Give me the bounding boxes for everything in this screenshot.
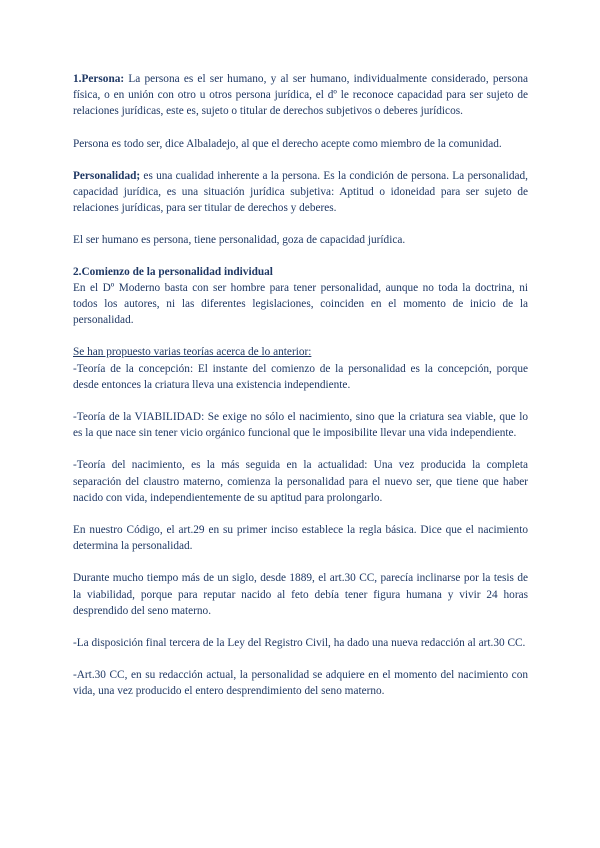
theory-nacimiento: -Teoría del nacimiento, es la más seguida en la actualidad: Una vez producida la completa separación del claustro materno, comienza la personalidad para el nuevo ser, que tiene que haber nacido con vida, independientemente de su aptitud para prolongarlo. xyxy=(73,459,528,504)
paragraph-art30: -Art.30 CC, en su redacción actual, la personalidad se adquiere en el momento del nacimiento con vida, una vez producido el entero desprendimiento del seno materno. xyxy=(73,669,528,698)
section-heading-comienzo xyxy=(73,264,528,280)
paragraph-durante: Durante mucho tiempo más de un siglo, desde 1889, el art.30 CC, parecía inclinarse por la tesis de la viabilidad, porque para reputar nacido al feto debía tener figura humana y vivir 24 horas desprendido del seno materno. xyxy=(73,572,528,617)
text-personalidad: es una cualidad inherente a la persona. Es la condición de persona. La personalidad, capacidad jurídica, es una situación jurídica subjetiva: Aptitud o idoneidad para ser sujeto de relaciones jurídicas, para ser titular de derechos y deberes. xyxy=(73,169,528,215)
heading-persona: 1.Persona: xyxy=(73,73,125,85)
paragraph-persona xyxy=(73,71,528,120)
theory-viabilidad: -Teoría de la VIABILIDAD: Se exige no sólo el nacimiento, sino que la criatura sea viable, que lo es la que nace sin tener vicio orgánico funcional que le imposibilite llevar una vida independiente. xyxy=(73,411,528,440)
paragraph-disposicion: -La disposición final tercera de la Ley del Registro Civil, ha dado una nueva redacción al art.30 CC. xyxy=(73,637,526,650)
paragraph-albaladejo: Persona es todo ser, dice Albaladejo, al que el derecho acepte como miembro de la comunidad. xyxy=(73,137,502,150)
paragraph-comienzo: En el Dº Moderno basta con ser hombre para tener personalidad, aunque no toda la doctrina, ni todos los autores, ni las diferentes legislaciones, coinciden en el momento de inicio de la personalidad. xyxy=(73,281,528,327)
theory-concepcion: -Teoría de la concepción: El instante del comienzo de la personalidad es la concepción, porque desde entonces la criatura lleva una existencia independiente. xyxy=(73,362,528,391)
theories-heading-text: Se han propuesto varias teorías acerca de lo anterior: xyxy=(73,346,312,359)
paragraph-ser-humano: El ser humano es persona, tiene personalidad, goza de capacidad jurídica. xyxy=(73,234,406,247)
theories-heading xyxy=(73,344,528,360)
text-persona: La persona es el ser humano, y al ser humano, individualmente considerado, persona física, o en unión con otro u otros persona jurídica, el dº le reconoce capacidad para ser sujeto de relaciones jurídicas, este es, sujeto o titular de derechos subjetivos o deberes jurídicos. xyxy=(73,73,528,118)
paragraph-personalidad xyxy=(73,168,528,217)
heading-personalidad: Personalidad; xyxy=(73,169,141,182)
heading-comienzo: 2.Comienzo de la personalidad individual xyxy=(73,265,273,278)
paragraph-codigo: En nuestro Código, el art.29 en su primer inciso establece la regla básica. Dice que el nacimiento determina la personalidad. xyxy=(73,524,528,553)
